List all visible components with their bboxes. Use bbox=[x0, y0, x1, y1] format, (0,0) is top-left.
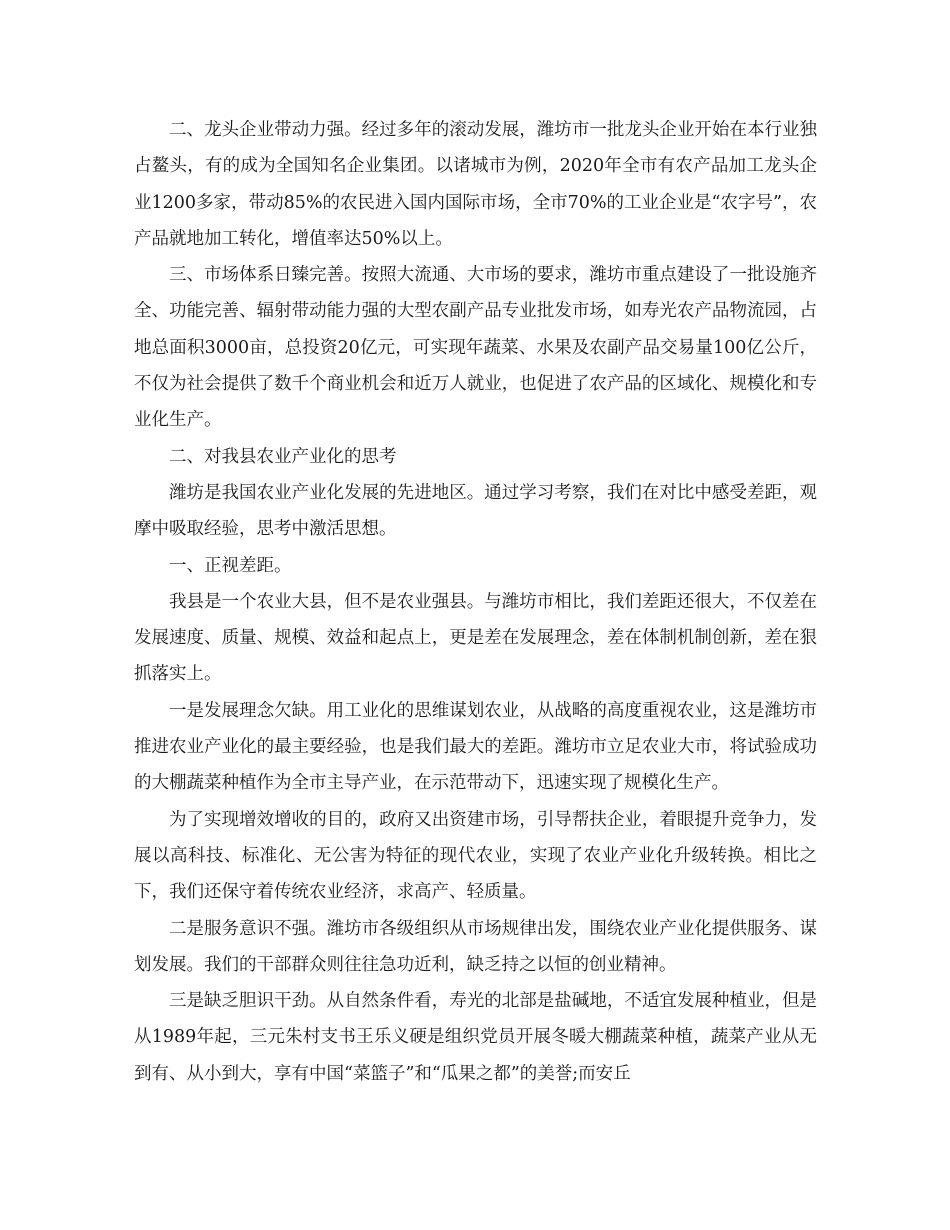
section-heading-reflections: 二、对我县农业产业化的思考 bbox=[169, 446, 397, 467]
paragraph-courage-drive: 三是缺乏胆识干劲。从自然条件看，寿光的北部是盐碱地，不适宜发展种植业，但是从1989年起，三元朱村支书王乐义硬是组织党员开展冬暖大棚蔬菜种植，蔬菜产业从无到有、从小到大，享有中国“菜篮子”和“瓜果之都”的美誉;而安丘 bbox=[134, 991, 817, 1084]
paragraph-leading-enterprises: 二、龙头企业带动力强。经过多年的滚动发展，潍坊市一批龙头企业开始在本行业独占鳌头，有的成为全国知名企业集团。以诸城市为例，2020年全市有农产品加工龙头企业1200多家，带动85%的农民进入国内国际市场，全市70%的工业企业是“农字号”，农产品就地加工转化，增值率达50%以上。 bbox=[134, 120, 817, 249]
paragraph-service-awareness: 二是服务意识不强。潍坊市各级组织从市场规律出发，围绕农业产业化提供服务、谋划发展。我们的干部群众则往往急功近利，缺乏持之以恒的创业精神。 bbox=[134, 918, 817, 975]
paragraph-weifang-advanced: 潍坊是我国农业产业化发展的先进地区。通过学习考察，我们在对比中感受差距，观摩中吸取经验，思考中激活思想。 bbox=[134, 482, 817, 540]
subheading-face-gap: 一、正视差距。 bbox=[169, 555, 292, 576]
document-body bbox=[134, 112, 817, 1092]
paragraph-market-system: 三、市场体系日臻完善。按照大流通、大市场的要求，潍坊市重点建设了一批设施齐全、功能完善、辐射带动能力强的大型农副产品专业批发市场，如寿光农产品物流园，占地总面积3000亩，总投资20亿元，可实现年蔬菜、水果及农副产品交易量100亿公斤，不仅为社会提供了数千个商业机会和近万人就业，也促进了农产品的区域化、规模化和专业化生产。 bbox=[134, 265, 817, 431]
paragraph-development-concept: 一是发展理念欠缺。用工业化的思维谋划农业，从战略的高度重视农业，这是潍坊市推进农业产业化的最主要经验，也是我们最大的差距。潍坊市立足农业大市，将试验成功的大棚蔬菜种植作为全市主导产业，在示范带动下，迅速实现了规模化生产。 bbox=[134, 700, 817, 794]
paragraph-county-comparison: 我县是一个农业大县，但不是农业强县。与潍坊市相比，我们差距还很大，不仅差在发展速度、质量、规模、效益和起点上，更是差在发展理念，差在体制机制创新，差在狠抓落实上。 bbox=[134, 591, 817, 685]
paragraph-increase-income: 为了实现增效增收的目的，政府又出资建市场，引导帮扶企业，着眼提升竞争力，发展以高科技、标准化、无公害为特征的现代农业，实现了农业产业化升级转换。相比之下，我们还保守着传统农业经济，求高产、轻质量。 bbox=[134, 809, 817, 903]
